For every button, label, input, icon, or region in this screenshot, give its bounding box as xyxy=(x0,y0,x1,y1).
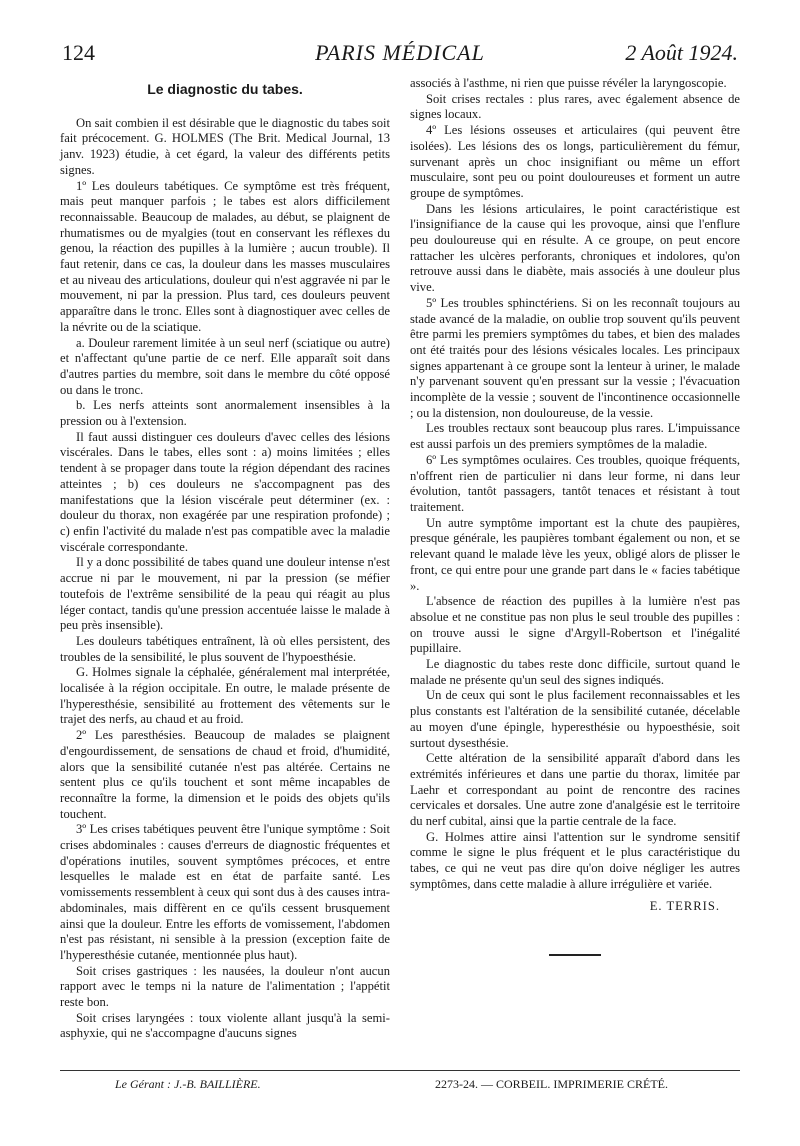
end-rule xyxy=(549,954,601,956)
paragraph: L'absence de réaction des pupilles à la lumière n'est pas absolue et ne constitue pas non plus le seul trouble des pupilles : on trouve aussi le signe d'Argyll-Robertson et l'inégalité pupillaire. xyxy=(410,594,740,656)
paragraph: 6º Les symptômes oculaires. Ces troubles, quoique fréquents, n'offrent rien de particulier ni dans leur forme, ni dans leur évolution, tantôt passagers, tantôt tenaces et résistant à tout traitement. xyxy=(410,452,740,514)
paragraph: Un de ceux qui sont le plus facilement reconnaissables et les plus constants est l'altération de la sensibilité cutanée, décelable au moyen d'une épingle, hyperesthésie ou hypoesthésie, soit surtout dysesthésie. xyxy=(410,688,740,750)
paragraph: Dans les lésions articulaires, le point caractéristique est l'insignifiance de la cause qui les provoque, ainsi que l'enflure peu douloureuse qui en résulte. A ce groupe, on peut encore rattacher les ulcères perforants, chroniques et indolores, qu'on retrouve aussi dans le diabète, mais associés à une douleur plus vive. xyxy=(410,201,740,295)
paragraph: On sait combien il est désirable que le diagnostic du tabes soit fait précocement. G. HOLMES (The Brit. Medical Journal, 13 janv. 1923) étudie, à cet égard, la valeur des différents petits signes. xyxy=(60,115,390,177)
printer-line: 2273-24. — CORBEIL. IMPRIMERIE CRÉTÉ. xyxy=(435,1077,668,1091)
right-column xyxy=(410,76,740,956)
paragraph: 3º Les crises tabétiques peuvent être l'unique symptôme : Soit crises abdominales : causes d'erreurs de diagnostic fréquentes et d'opérations inutiles, souvent symptômes précoces, et entre lesquelles le malade est en état de parfaite santé. Les vomissements ressemblent à ceux qui sont dus à des causes intra-abdominales, mais diffèrent en ce qu'ils cessent brusquement ainsi que la douleur. Entre les efforts de vomissement, l'abdomen n'est pas résistant, ni sensible à la pression (exception faite de l'hyperesthésie cutanée, mentionnée plus haut). xyxy=(60,822,390,962)
page-number: 124 xyxy=(62,40,95,65)
paragraph: Il faut aussi distinguer ces douleurs d'avec celles des lésions viscérales. Dans le tabes, elles sont : a) moins limitées ; elles tendent à se propager dans toute la région dépendant des racines atteintes ; b) ces douleurs ne s'accompagnent pas des manifestations que la lésion viscérale peut déterminer (ex. : douleur du thorax, non exagérée par une respiration profonde) ; c) enfin l'activité du malade n'est pas compatible avec la maladie viscérale correspondante. xyxy=(60,429,390,554)
journal-title: PARIS MÉDICAL xyxy=(315,40,485,65)
paragraph: G. Holmes attire ainsi l'attention sur le syndrome sensitif comme le signe le plus fréquent et le plus caractéristique du tabes, ce qui ne veut pas dire qu'on doive négliger les autres symptômes, dans cette maladie à allure irrégulière et variée. xyxy=(410,829,740,891)
paragraph: 1º Les douleurs tabétiques. Ce symptôme est très fréquent, mais peut manquer parfois ; le tabes est alors difficilement reconnaissable. Beaucoup de malades, au début, se plaignent de rhumatismes ou de myalgies (tout en conservant les réflexes du genou, la réaction des pupilles à la lumière ; aucun trouble). Il faut retenir, dans ce cas, la douleur dans les masses musculaires et au niveau des articulations, douleur qui n'est aggravée ni par le mouvement, ni par la pression. Plus tard, ces douleurs peuvent apparaître dans le tronc. Elles sont à diagnostiquer avec celles de la névrite ou de la sciatique. xyxy=(60,178,390,334)
paragraph: Le diagnostic du tabes reste donc difficile, surtout quand le malade ne présente qu'un seul des signes indiqués. xyxy=(410,657,740,687)
article-title: Le diagnostic du tabes. xyxy=(147,81,303,97)
paragraph: Un autre symptôme important est la chute des paupières, presque générale, les paupières tombant également ou non, et se relevant quand le malade lève les yeux, obligé alors de plisser le front, ce qui entre pour une grande part dans le « facies tabétique ». xyxy=(410,515,740,593)
author-signature: E. TERRIS. xyxy=(649,898,720,913)
paragraph: Les troubles rectaux sont beaucoup plus rares. L'impuissance est aussi parfois un des premiers symptômes de la maladie. xyxy=(410,421,740,452)
paragraph: Soit crises rectales : plus rares, avec également absence de signes locaux. xyxy=(410,91,740,122)
gerant-line: Le Gérant : J.-B. BAILLIÈRE. xyxy=(115,1077,261,1091)
page-footer xyxy=(60,1077,740,1097)
paragraph: Cette altération de la sensibilité apparaît d'abord dans les extrémités inférieures et dans une partie du thorax, limitée par Laehr et correspondant au point de rencontre des racines cervicales et dorsales. Une autre zone d'analgésie est le territoire du nerf cubital, ainsi que la partie centrale de la face. xyxy=(410,751,740,829)
paragraph: 4º Les lésions osseuses et articulaires (qui peuvent être isolées). Les lésions des os longs, particulièrement du fémur, survenant après un choc insignifiant ou même un effort musculaire, sont peu ou point douloureuses et forment un autre groupe de symptômes. xyxy=(410,123,740,200)
paragraph: b. Les nerfs atteints sont anormalement insensibles à la pression ou à l'extension. xyxy=(60,398,390,429)
paragraph: Soit crises laryngées : toux violente allant jusqu'à la semi-asphyxie, qui ne s'accompagne d'aucuns signes xyxy=(60,1010,390,1041)
left-column xyxy=(60,76,390,1042)
paragraph: Soit crises gastriques : les nausées, la douleur n'ont aucun rapport avec le temps ni la nature de l'alimentation ; l'appétit reste bon. xyxy=(60,963,390,1010)
paragraph: Il y a donc possibilité de tabes quand une douleur intense n'est accrue ni par le mouvement, ni par la pression (se méfier toutefois de l'extrême sensibilité de la peau qui réagit au plus léger contact, tandis qu'une pression accentuée laisse le malade à peu près insensible). xyxy=(60,555,390,633)
paragraph: 2º Les paresthésies. Beaucoup de malades se plaignent d'engourdissement, de sensations de chaud et froid, d'humidité, alors que la sensibilité cutanée n'est pas altérée. Certains ne sentent plus ce qu'ils touchent et sont même incapables de reconnaître la forme, la dimension et le poids des objets qu'ils touchent. xyxy=(60,728,390,821)
paragraph: G. Holmes signale la céphalée, généralement mal interprétée, localisée à la région occipitale. En outre, le malade présente de l'hyperesthésie, sensibilité au frottement des vêtements sur le trajet des nerfs, au chaud et au froid. xyxy=(60,665,390,727)
paragraph: associés à l'asthme, ni rien que puisse révéler la laryngoscopie. xyxy=(410,76,727,90)
page-header xyxy=(62,40,738,70)
footer-rule xyxy=(60,1070,740,1071)
issue-date: 2 Août 1924. xyxy=(625,40,738,65)
paragraph: a. Douleur rarement limitée à un seul nerf (sciatique ou autre) et n'affectant qu'une partie de ce nerf. Elle apparaît soit dans d'autres parties du membre, soit dans le membre du côté opposé ou dans le tronc. xyxy=(60,335,390,397)
paragraph: Les douleurs tabétiques entraînent, là où elles persistent, des troubles de la sensibilité, le plus souvent de l'hypoesthésie. xyxy=(60,633,390,664)
paragraph: 5º Les troubles sphinctériens. Si on les reconnaît toujours au stade avancé de la maladie, on oublie trop souvent qu'ils peuvent être parmi les premiers symptômes du tabes, et bien des malades ont été traités pour des lésions vésicales locales. Les principaux signes appartenant à ce groupe sont la lenteur à uriner, le malade n'y parvenant souvent qu'en pressant sur la vessie ; l'évacuation incomplète de la vessie ; souvent de l'incontinence occasionnelle ; ou la distension, non douloureuse, de la vessie. xyxy=(410,295,740,420)
